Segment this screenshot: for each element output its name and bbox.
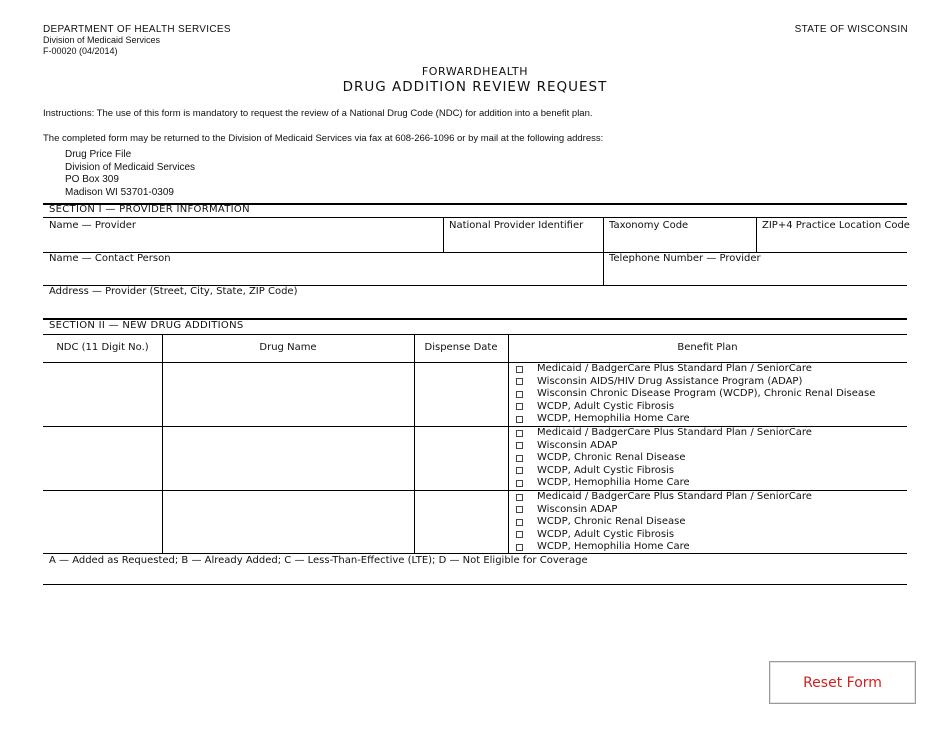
plan-label: Medicaid / BadgerCare Plus Standard Plan / SeniorCare bbox=[537, 363, 812, 374]
provider-address-field[interactable]: Address — Provider (Street, City, State, ZIP Code) bbox=[49, 286, 298, 297]
checkbox[interactable] bbox=[516, 366, 523, 373]
col-header-drug-name: Drug Name bbox=[259, 342, 317, 353]
zip-code-field[interactable]: ZIP+4 Practice Location Code bbox=[762, 220, 910, 231]
divider bbox=[443, 218, 444, 252]
plan-label: WCDP, Adult Cystic Fibrosis bbox=[537, 528, 675, 540]
col-header-ndc: NDC (11 Digit No.) bbox=[56, 342, 149, 353]
return-note: The completed form may be returned to the Division of Medicaid Services via fax at 608-266-1096 or by mail at the following address: bbox=[43, 133, 604, 144]
col-header-dispense-date: Dispense Date bbox=[424, 342, 498, 353]
checkbox[interactable] bbox=[516, 403, 523, 410]
checkbox[interactable] bbox=[516, 455, 523, 462]
section1-title: SECTION I — PROVIDER INFORMATION bbox=[49, 204, 250, 215]
checkbox[interactable] bbox=[516, 391, 523, 398]
list-item[interactable] bbox=[516, 465, 812, 478]
list-item[interactable] bbox=[516, 413, 875, 426]
reset-form-button[interactable]: Reset Form bbox=[769, 661, 916, 704]
division-name: Division of Medicaid Services bbox=[43, 35, 161, 45]
form-title: DRUG ADDITION REVIEW REQUEST bbox=[342, 79, 608, 95]
list-item[interactable] bbox=[516, 363, 875, 376]
address-line: Division of Medicaid Services bbox=[65, 161, 196, 173]
list-item[interactable] bbox=[516, 491, 812, 504]
list-item[interactable] bbox=[516, 541, 812, 554]
list-item[interactable] bbox=[516, 504, 812, 517]
plan-label: Wisconsin Chronic Disease Program (WCDP), Chronic Renal Disease bbox=[537, 388, 876, 399]
plan-label: Wisconsin AIDS/HIV Drug Assistance Program (ADAP) bbox=[537, 375, 803, 387]
list-item[interactable] bbox=[516, 401, 875, 414]
address-line: PO Box 309 bbox=[65, 174, 119, 185]
plan-label: WCDP, Adult Cystic Fibrosis bbox=[537, 400, 675, 412]
plan-label: Medicaid / BadgerCare Plus Standard Plan / SeniorCare bbox=[537, 427, 812, 438]
benefit-plan-options bbox=[516, 491, 812, 554]
checkbox[interactable] bbox=[516, 531, 523, 538]
plan-label: WCDP, Adult Cystic Fibrosis bbox=[537, 464, 675, 476]
plan-label: WCDP, Chronic Renal Disease bbox=[537, 452, 686, 463]
list-item[interactable] bbox=[516, 516, 812, 529]
taxonomy-code-field[interactable]: Taxonomy Code bbox=[609, 220, 689, 231]
benefit-plan-options bbox=[516, 363, 875, 426]
row-rule bbox=[43, 252, 907, 253]
section2-header-rule bbox=[43, 334, 907, 335]
contact-person-field[interactable]: Name — Contact Person bbox=[49, 253, 171, 264]
plan-label: Wisconsin ADAP bbox=[537, 439, 618, 451]
list-item[interactable] bbox=[516, 376, 875, 389]
section2-title: SECTION II — NEW DRUG ADDITIONS bbox=[49, 320, 244, 331]
department-name: DEPARTMENT OF HEALTH SERVICES bbox=[43, 24, 231, 35]
list-item[interactable] bbox=[516, 529, 812, 542]
divider bbox=[414, 335, 415, 553]
section1-header-rule bbox=[43, 217, 907, 218]
checkbox[interactable] bbox=[516, 416, 523, 423]
form-title-block bbox=[0, 65, 950, 95]
state-name: STATE OF WISCONSIN bbox=[794, 24, 908, 35]
list-item[interactable] bbox=[516, 477, 812, 490]
plan-label: WCDP, Hemophilia Home Care bbox=[537, 477, 690, 488]
checkbox[interactable] bbox=[516, 480, 523, 487]
col-header-benefit-plan: Benefit Plan bbox=[677, 342, 738, 353]
divider bbox=[508, 335, 509, 553]
program-name: FORWARDHEALTH bbox=[421, 65, 529, 78]
provider-name-field[interactable]: Name — Provider bbox=[49, 220, 137, 231]
address-line: Madison WI 53701-0309 bbox=[65, 186, 174, 198]
agency-block bbox=[43, 24, 231, 57]
plan-label: Wisconsin ADAP bbox=[537, 503, 618, 515]
mailing-address bbox=[65, 149, 195, 199]
plan-label: WCDP, Hemophilia Home Care bbox=[537, 541, 690, 552]
telephone-field[interactable]: Telephone Number — Provider bbox=[609, 253, 761, 264]
address-line: Drug Price File bbox=[65, 149, 132, 160]
list-item[interactable] bbox=[516, 427, 812, 440]
checkbox[interactable] bbox=[516, 506, 523, 513]
checkbox[interactable] bbox=[516, 519, 523, 526]
divider bbox=[162, 335, 163, 553]
checkbox[interactable] bbox=[516, 378, 523, 385]
plan-label: WCDP, Hemophilia Home Care bbox=[537, 413, 690, 424]
form-number: F-00020 (04/2014) bbox=[43, 46, 118, 56]
checkbox[interactable] bbox=[516, 494, 523, 501]
instructions-text: Instructions: The use of this form is mandatory to request the review of a National Drug Code (NDC) for addition into a benefit plan. bbox=[43, 108, 593, 119]
list-item[interactable] bbox=[516, 440, 812, 453]
plan-label: Medicaid / BadgerCare Plus Standard Plan / SeniorCare bbox=[537, 491, 812, 502]
divider bbox=[756, 218, 757, 252]
list-item[interactable] bbox=[516, 452, 812, 465]
checkbox[interactable] bbox=[516, 430, 523, 437]
plan-label: WCDP, Chronic Renal Disease bbox=[537, 516, 686, 527]
list-item[interactable] bbox=[516, 388, 875, 401]
row-rule bbox=[43, 553, 907, 554]
checkbox[interactable] bbox=[516, 442, 523, 449]
bottom-rule bbox=[43, 584, 907, 585]
benefit-plan-options bbox=[516, 427, 812, 490]
npi-field[interactable]: National Provider Identifier bbox=[449, 220, 584, 231]
checkbox[interactable] bbox=[516, 467, 523, 474]
status-legend: A — Added as Requested; B — Already Added; C — Less-Than-Effective (LTE); D — Not Eligible for Coverage bbox=[49, 555, 588, 566]
checkbox[interactable] bbox=[516, 544, 523, 551]
